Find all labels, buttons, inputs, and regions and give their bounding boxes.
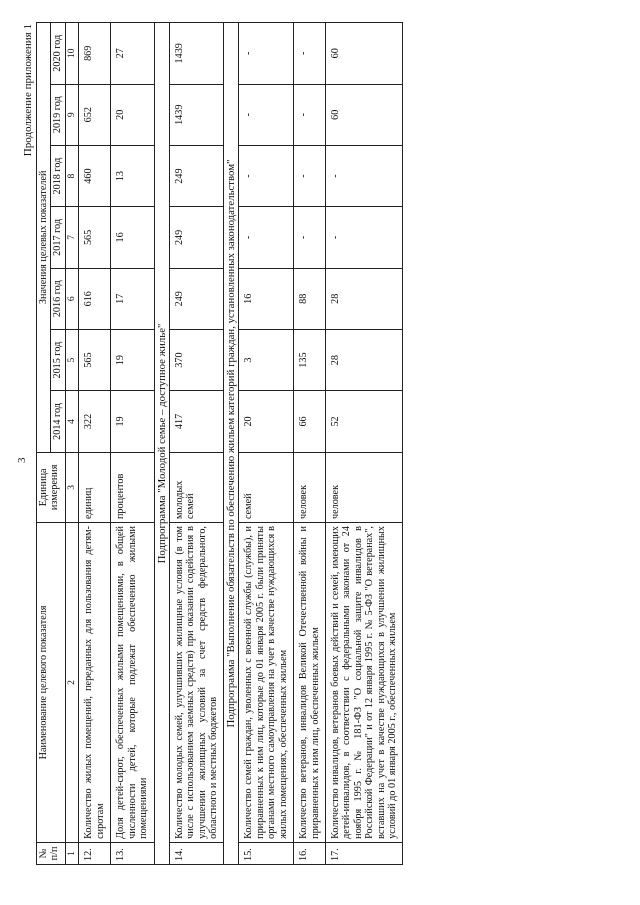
row-value: 60: [325, 84, 403, 145]
header-unit: Единица измерения: [37, 452, 66, 522]
subprogram-title: Подпрограмма "Молодой семье – доступное жилье": [154, 23, 169, 865]
row-value: 249: [169, 207, 224, 268]
row-num: 14.: [169, 842, 224, 864]
table-row: [79, 23, 111, 865]
row-name: Количество молодых семей, улучшивших жилищные условия (в том числе с использованием заемных средств) при оказании содействия в улучшении жилищных условий за счет средств федерального, областного и местных бюджетов: [169, 523, 224, 843]
row-value: -: [294, 145, 326, 206]
header-year: 2014 год: [51, 391, 65, 452]
header-year: 2019 год: [51, 84, 65, 145]
row-value: 20: [239, 391, 294, 452]
header-year: 2017 год: [51, 207, 65, 268]
row-value: 652: [79, 84, 111, 145]
row-value: -: [239, 23, 294, 85]
row-num: 15.: [239, 842, 294, 864]
header-year: 2020 год: [51, 23, 65, 85]
row-value: -: [294, 84, 326, 145]
row-value: -: [325, 145, 403, 206]
column-index: 1: [65, 842, 79, 864]
subprogram-row: [224, 23, 239, 865]
row-value: 19: [111, 329, 154, 390]
row-value: 20: [111, 84, 154, 145]
row-value: 565: [79, 207, 111, 268]
column-index: 4: [65, 391, 79, 452]
row-unit: человек: [294, 452, 326, 522]
row-value: 28: [325, 329, 403, 390]
row-name: Доля детей-сирот, обеспеченных жилыми помещениями, в общей численности детей, которые подлежат обеспечению жилыми помещениями: [111, 523, 154, 843]
indicators-table: [36, 22, 403, 865]
row-value: 565: [79, 329, 111, 390]
row-value: -: [294, 23, 326, 85]
row-num: 16.: [294, 842, 326, 864]
row-value: 869: [79, 23, 111, 85]
row-value: 16: [239, 268, 294, 329]
row-value: 19: [111, 391, 154, 452]
row-value: 370: [169, 329, 224, 390]
header-values: Значения целевых показателей: [37, 23, 51, 453]
row-num: 17.: [325, 842, 403, 864]
column-index: 5: [65, 329, 79, 390]
subprogram-row: [154, 23, 169, 865]
table-row: [111, 23, 154, 865]
row-value: 1439: [169, 84, 224, 145]
header-year: 2015 год: [51, 329, 65, 390]
table-row: [169, 23, 224, 865]
row-value: 52: [325, 391, 403, 452]
row-value: 460: [79, 145, 111, 206]
row-value: 16: [111, 207, 154, 268]
row-value: 249: [169, 268, 224, 329]
table-row: [325, 23, 403, 865]
page-number: 3: [16, 457, 28, 463]
row-value: -: [239, 207, 294, 268]
row-value: 27: [111, 23, 154, 85]
row-value: 3: [239, 329, 294, 390]
column-index: 7: [65, 207, 79, 268]
header-year: 2018 год: [51, 145, 65, 206]
column-index: 9: [65, 84, 79, 145]
row-unit: процентов: [111, 452, 154, 522]
table-row: [239, 23, 294, 865]
row-value: 28: [325, 268, 403, 329]
row-value: 135: [294, 329, 326, 390]
row-unit: человек: [325, 452, 403, 522]
column-index: 8: [65, 145, 79, 206]
row-unit: единиц: [79, 452, 111, 522]
row-value: -: [239, 84, 294, 145]
column-index: 2: [65, 523, 79, 843]
row-name: Количество ветеранов, инвалидов Великой Отечественной войны и приравненных к ним лиц, обеспеченных жильем: [294, 523, 326, 843]
subprogram-title: Подпрограмма "Выполнение обязательств по обеспечению жильем категорий граждан, установленных законодательством": [224, 23, 239, 865]
column-index: 6: [65, 268, 79, 329]
row-name: Количество семей граждан, уволенных с военной службы (службы), и приравненных к ним лиц, которые до 01 января 2005 г. были приняты органами местного самоуправления на учет в качестве нуждающихся в жилых помещениях, обеспеченных жильем: [239, 523, 294, 843]
row-value: 13: [111, 145, 154, 206]
continuation-label: Продолжение приложения 1: [22, 24, 34, 157]
row-unit: молодых семей: [169, 452, 224, 522]
row-value: -: [239, 145, 294, 206]
row-name: Количество жилых помещений, переданных для пользования детям-сиротам: [79, 523, 111, 843]
header-name: Наименование целевого показателя: [37, 523, 66, 843]
row-value: 88: [294, 268, 326, 329]
row-num: 13.: [111, 842, 154, 864]
row-value: 616: [79, 268, 111, 329]
row-name: Количество инвалидов, ветеранов боевых действий и семей, имеющих детей-инвалидов, в соответствии с федеральными законами от 24 ноября 1995 г. № 181-ФЗ "О социальной защите инвалидов в Российской Федерации" и от 12 января 1995 г. № 5-ФЗ "О ветеранах", вставших на учет в качестве нуждающихся в улучшении жилищных условий до 01 января 2005 г., обеспеченных жильем: [325, 523, 403, 843]
row-value: -: [325, 207, 403, 268]
row-value: -: [294, 207, 326, 268]
row-value: 17: [111, 268, 154, 329]
table-row: [294, 23, 326, 865]
row-num: 12.: [79, 842, 111, 864]
column-index: 3: [65, 452, 79, 522]
header-year: 2016 год: [51, 268, 65, 329]
row-value: 249: [169, 145, 224, 206]
row-value: 60: [325, 23, 403, 85]
row-value: 66: [294, 391, 326, 452]
column-index: 10: [65, 23, 79, 85]
row-value: 322: [79, 391, 111, 452]
header-num: № п/п: [37, 842, 66, 864]
row-unit: семей: [239, 452, 294, 522]
row-value: 417: [169, 391, 224, 452]
row-value: 1439: [169, 23, 224, 85]
